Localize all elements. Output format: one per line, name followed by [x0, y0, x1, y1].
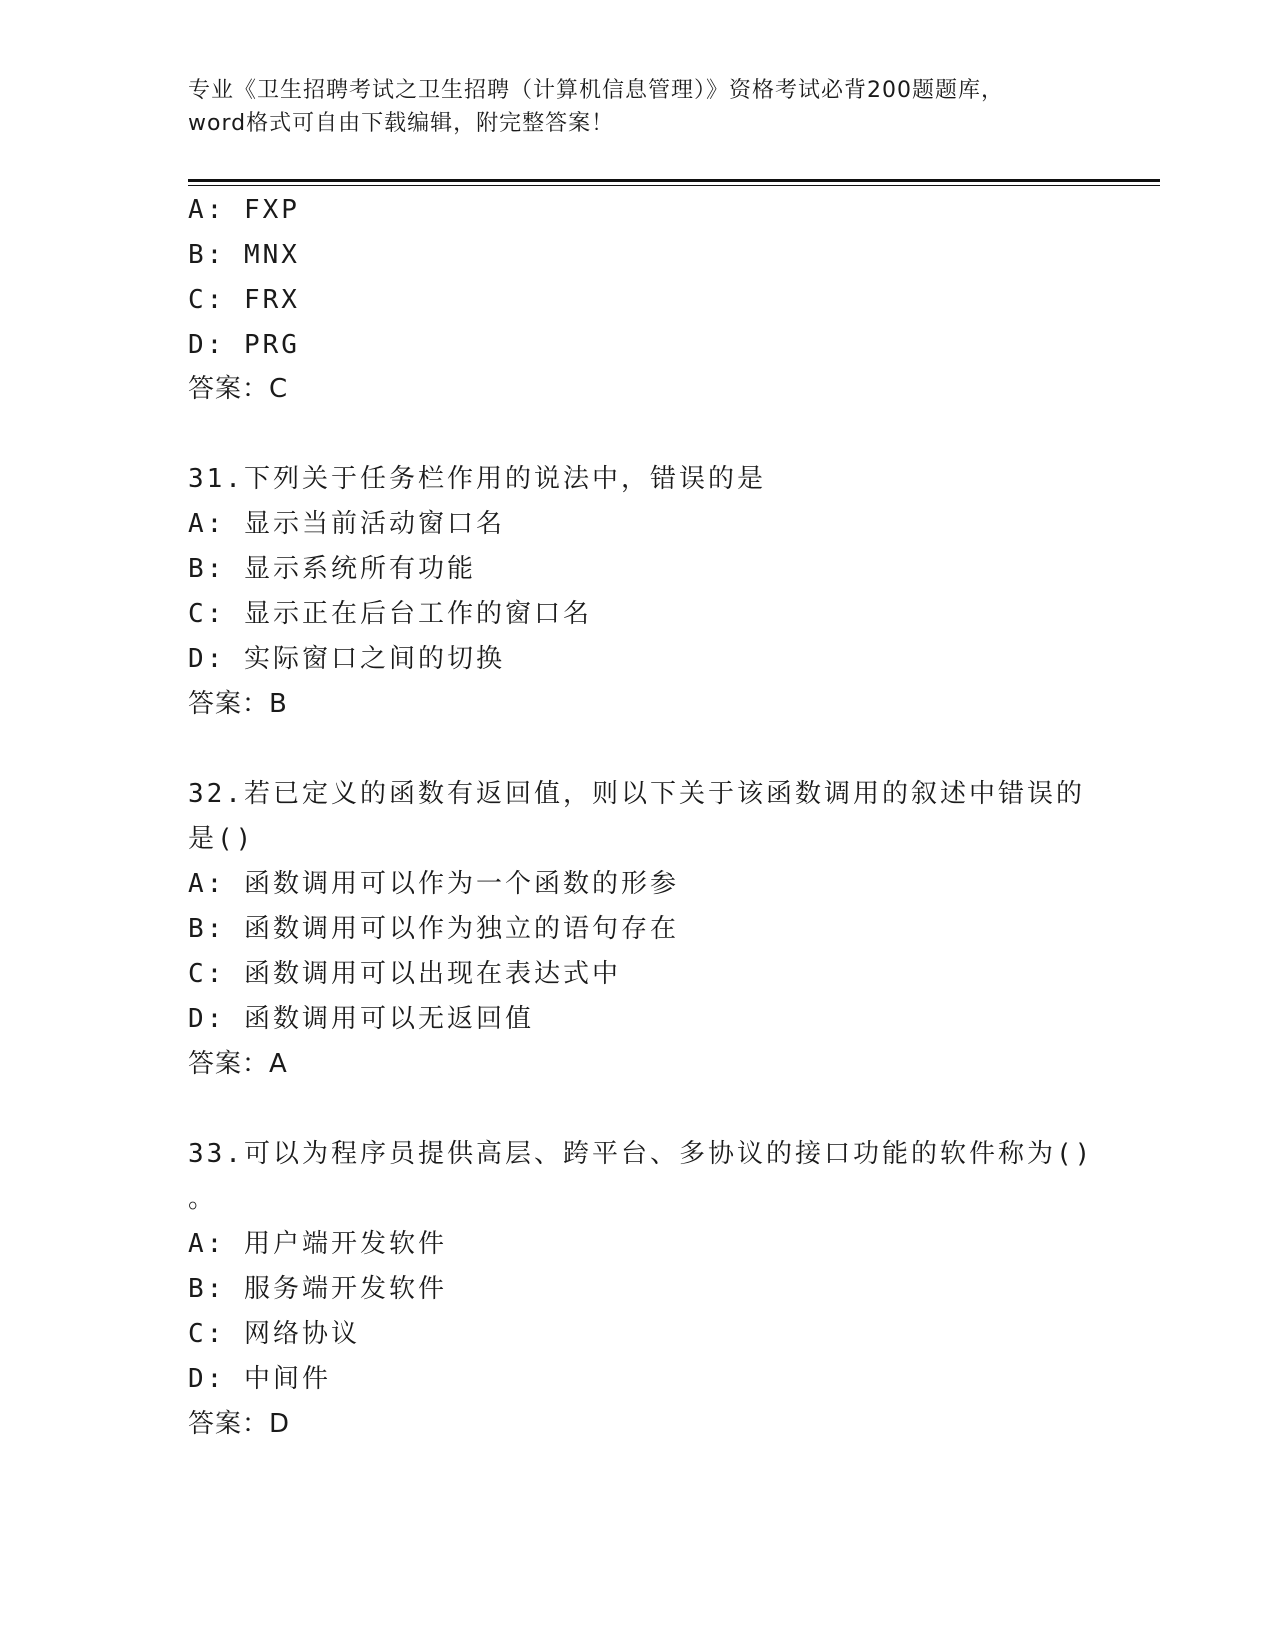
q33-option-d: D: 中间件: [188, 1364, 331, 1394]
q33-option-a: A: 用户端开发软件: [188, 1229, 447, 1259]
q31-option-d: D: 实际窗口之间的切换: [188, 644, 505, 674]
document-header: [188, 74, 1088, 140]
q32-stem-line-1: 32.若已定义的函数有返回值，则以下关于该函数调用的叙述中错误的: [188, 779, 1085, 809]
q33-stem-line-1: 33.可以为程序员提供高层、跨平台、多协议的接口功能的软件称为(): [188, 1139, 1094, 1169]
q32-option-d: D: 函数调用可以无返回值: [188, 1004, 534, 1034]
prev-option-c: C: FRX: [188, 285, 300, 315]
q33-answer: 答案：D: [188, 1409, 291, 1439]
prev-option-a: A: FXP: [188, 195, 300, 225]
q32-option-c: C: 函数调用可以出现在表达式中: [188, 959, 621, 989]
prev-answer: 答案：C: [188, 374, 289, 404]
q33-stem-line-2: 。: [188, 1184, 218, 1214]
q32-answer: 答案：A: [188, 1049, 288, 1079]
header-title-line-2: word格式可自由下载编辑，附完整答案！: [188, 111, 615, 136]
q31-answer: 答案：B: [188, 689, 288, 719]
q32-option-b: B: 函数调用可以作为独立的语句存在: [188, 914, 679, 944]
q31-option-b: B: 显示系统所有功能: [188, 554, 476, 584]
header-divider-thin: [188, 185, 1160, 186]
q33-option-b: B: 服务端开发软件: [188, 1274, 447, 1304]
header-title-line-1: 专业《卫生招聘考试之卫生招聘（计算机信息管理）》资格考试必背200题题库，: [188, 78, 1004, 103]
q32-option-a: A: 函数调用可以作为一个函数的形参: [188, 869, 679, 899]
q32-stem-line-2: 是(): [188, 824, 255, 854]
q33-option-c: C: 网络协议: [188, 1319, 360, 1349]
prev-option-b: B: MNX: [188, 240, 300, 270]
q31-option-c: C: 显示正在后台工作的窗口名: [188, 599, 592, 629]
header-divider-thick: [188, 179, 1160, 182]
prev-option-d: D: PRG: [188, 330, 300, 360]
q31-stem: 31.下列关于任务栏作用的说法中，错误的是: [188, 464, 766, 494]
q31-option-a: A: 显示当前活动窗口名: [188, 509, 505, 539]
